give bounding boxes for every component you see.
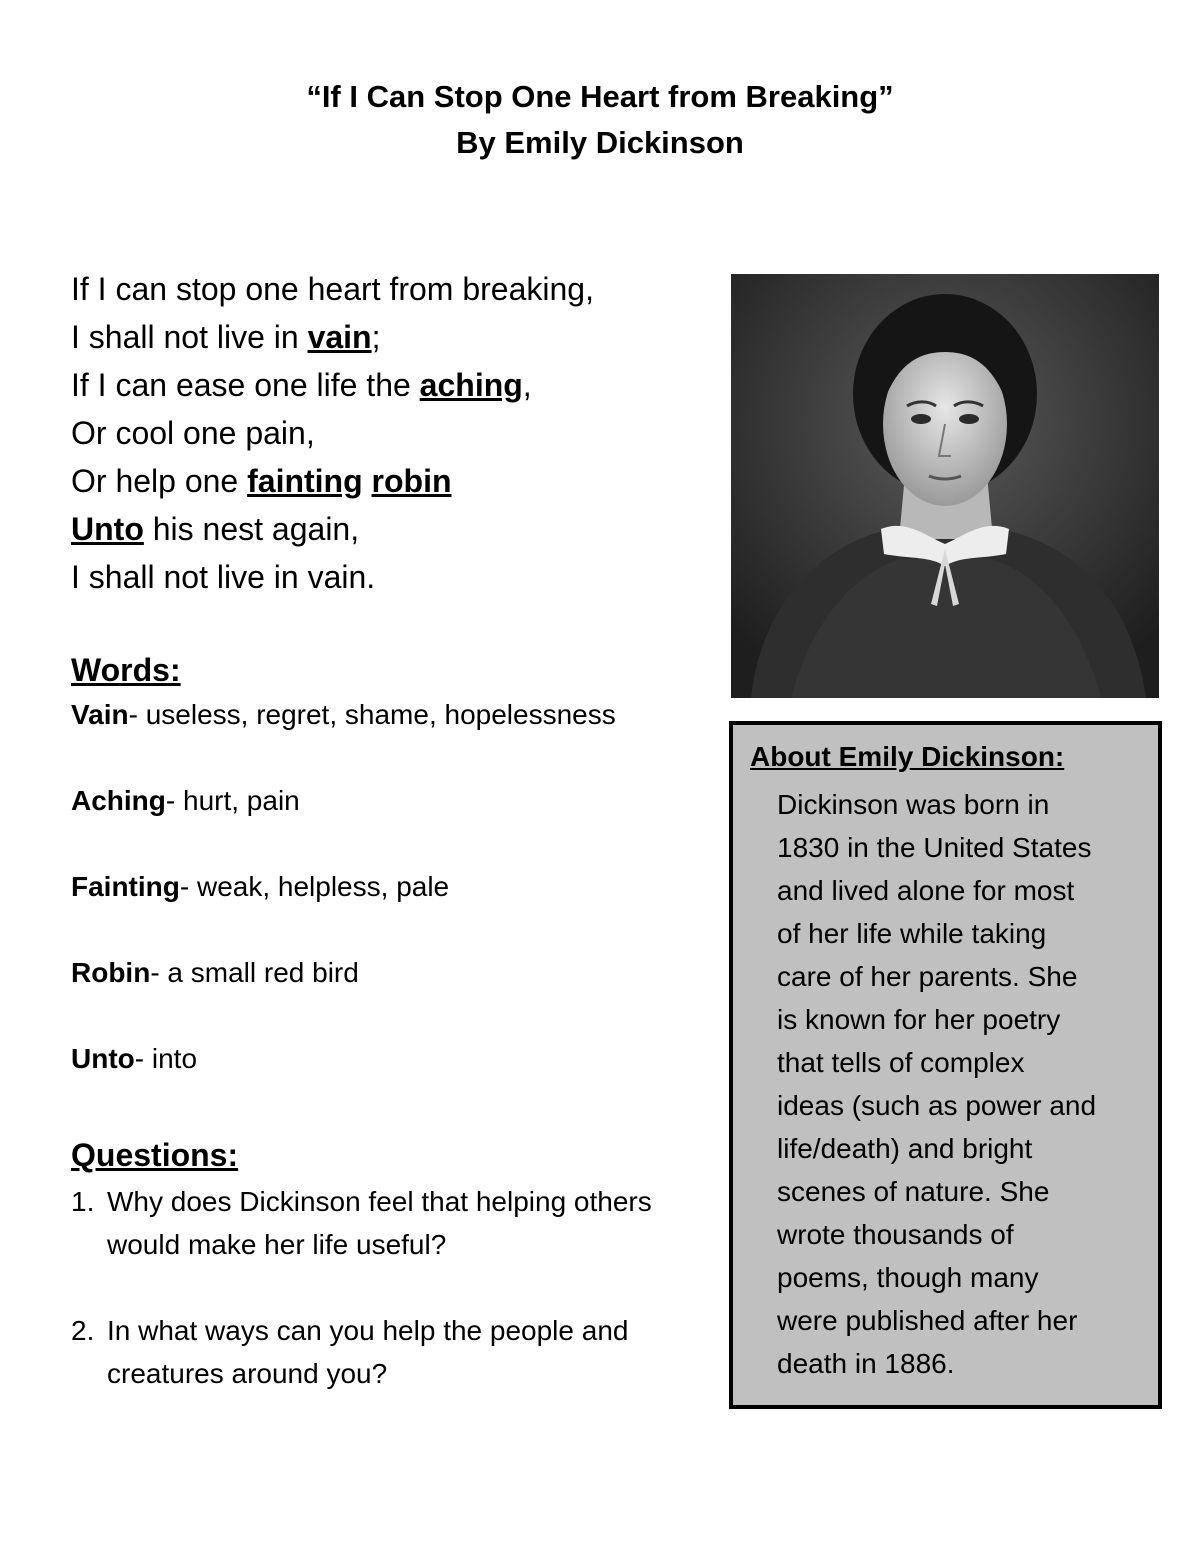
poem-line	[71, 409, 711, 457]
about-line: and lived alone for most	[777, 875, 1075, 906]
vocab-item	[71, 695, 711, 735]
poem-text-segment: ;	[371, 319, 381, 355]
about-line: life/death) and bright	[777, 1133, 1033, 1164]
about-line: death in 1886.	[777, 1348, 955, 1379]
vocab-term: Robin	[71, 957, 151, 988]
about-line: were published after her	[777, 1305, 1078, 1336]
about-text	[777, 783, 1149, 1385]
poem-text	[71, 265, 711, 601]
about-line: that tells of complex	[777, 1047, 1025, 1078]
poem-text-segment	[363, 463, 372, 499]
about-line: scenes of nature. She	[777, 1176, 1050, 1207]
vocab-term: Unto	[71, 1043, 135, 1074]
vocab-item	[71, 781, 711, 821]
poem-title: “If I Can Stop One Heart from Breaking”	[306, 79, 894, 114]
poem-title-block	[0, 74, 1200, 166]
vocab-term: Fainting	[71, 871, 180, 902]
poem-keyword: aching	[419, 367, 523, 403]
poem-text-segment: ,	[522, 367, 532, 403]
questions-heading: Questions:	[71, 1137, 239, 1173]
poem-keyword: robin	[371, 463, 452, 499]
words-section	[71, 645, 711, 1125]
poem-keyword: fainting	[247, 463, 363, 499]
emily-dickinson-portrait	[731, 274, 1159, 698]
question-text: In what ways can you help the people and creatures around you?	[107, 1315, 629, 1389]
question-list	[71, 1180, 691, 1395]
poem-text-segment: If I can stop one heart from breaking,	[71, 271, 594, 307]
poem-line	[71, 457, 711, 505]
about-line: wrote thousands of	[777, 1219, 1014, 1250]
vocab-list	[71, 695, 711, 1079]
about-heading: About Emily Dickinson:	[750, 741, 1065, 772]
about-line: 1830 in the United States	[777, 832, 1092, 863]
about-line: poems, though many	[777, 1262, 1039, 1293]
question-item	[71, 1180, 691, 1266]
poem-line	[71, 505, 711, 553]
poem-author: By Emily Dickinson	[456, 125, 744, 160]
question-number: 1.	[71, 1186, 95, 1217]
poem-keyword: Unto	[71, 511, 144, 547]
questions-section	[71, 1130, 691, 1438]
about-line: Dickinson was born in	[777, 789, 1050, 820]
vocab-definition: - a small red bird	[150, 957, 359, 988]
poem-text-segment: I shall not live in	[71, 319, 308, 355]
about-line: is known for her poetry	[777, 1004, 1061, 1035]
vocab-term: Aching	[71, 785, 166, 816]
about-line: care of her parents. She	[777, 961, 1078, 992]
poem-line	[71, 313, 711, 361]
poem-text-segment: Or help one	[71, 463, 248, 499]
vocab-definition: - weak, helpless, pale	[179, 871, 450, 902]
vocab-item	[71, 953, 711, 993]
about-line: of her life while taking	[777, 918, 1047, 949]
about-box	[729, 721, 1162, 1409]
question-text: Why does Dickinson feel that helping others would make her life useful?	[107, 1186, 652, 1260]
poem-text-segment: If I can ease one life the	[71, 367, 420, 403]
poem-keyword: vain	[307, 319, 372, 355]
vocab-definition: - useless, regret, shame, hopelessness	[128, 699, 616, 730]
poem-text-segment: his nest again,	[143, 511, 360, 547]
vocab-term: Vain	[71, 699, 129, 730]
about-line: ideas (such as power and	[777, 1090, 1097, 1121]
words-heading: Words:	[71, 652, 181, 688]
poem-line	[71, 361, 711, 409]
vocab-definition: - hurt, pain	[165, 785, 300, 816]
poem-text-segment: I shall not live in vain.	[71, 559, 376, 595]
poem-line	[71, 553, 711, 601]
vocab-item	[71, 1039, 711, 1079]
poem-text-segment: Or cool one pain,	[71, 415, 315, 451]
vocab-definition: - into	[134, 1043, 198, 1074]
vocab-item	[71, 867, 711, 907]
poem-line	[71, 265, 711, 313]
question-number: 2.	[71, 1315, 95, 1346]
question-item	[71, 1309, 691, 1395]
